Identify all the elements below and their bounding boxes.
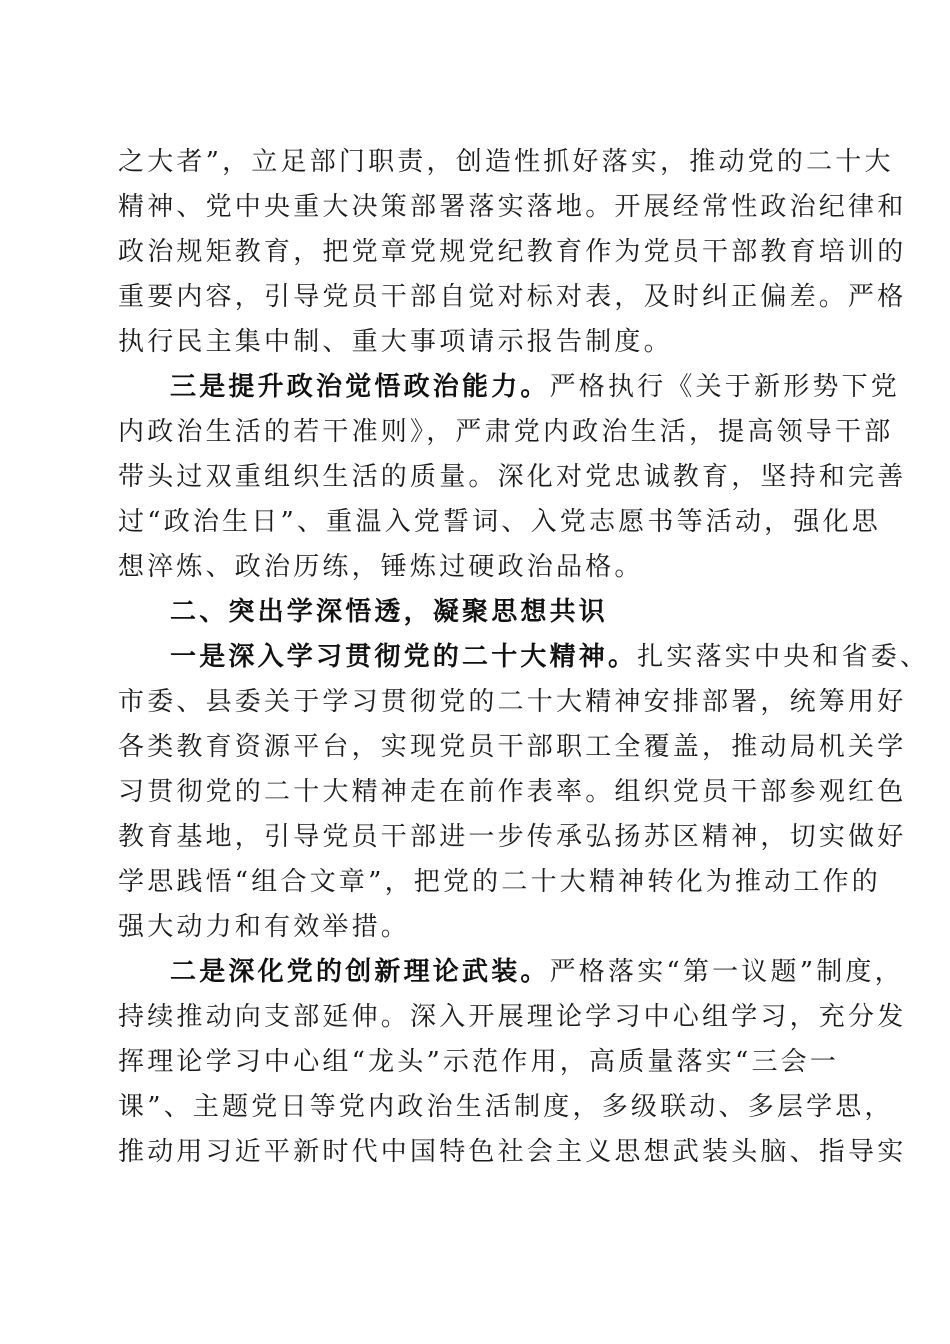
body-line: 各类教育资源平台，实现党员干部职工全覆盖，推动局机关学 xyxy=(118,732,907,762)
body-line: 精神、党中央重大决策部署落实落地。开展经常性政治纪律和 xyxy=(118,192,907,222)
paragraph-first-line xyxy=(170,950,904,994)
body-line: 内政治生活的若干准则》，严肃党内政治生活，提高领导干部 xyxy=(118,417,894,447)
body-line: 习贯彻党的二十大精神走在前作表率。组织党员干部参观红色 xyxy=(118,777,907,807)
body-line: 带头过双重组织生活的质量。深化对党忠诚教育，坚持和完善 xyxy=(118,462,907,492)
body-line: 重要内容，引导党员干部自觉对标对表，及时纠正偏差。严格 xyxy=(118,282,907,312)
paragraph-text: 严格执行《关于新形势下党 xyxy=(549,372,901,402)
paragraph-lead: 一是深入学习贯彻党的二十大精神。 xyxy=(170,642,638,672)
body-line: 政治规矩教育，把党章党规党纪教育作为党员干部教育培训的 xyxy=(118,237,907,267)
paragraph-text: 严格落实“第一议题”制度， xyxy=(549,957,904,987)
body-line: 挥理论学习中心组“龙头”示范作用，高质量落实“三会一 xyxy=(118,1047,840,1077)
body-line: 持续推动向支部延伸。深入开展理论学习中心组学习，充分发 xyxy=(118,1002,907,1032)
body-line: 课”、主题党日等党内政治生活制度，多级联动、多层学思， xyxy=(118,1092,894,1122)
paragraph-first-line xyxy=(170,365,901,409)
paragraph-text: 扎实落实中央和省委、 xyxy=(637,642,930,672)
body-line: 强大动力和有效举措。 xyxy=(118,912,411,942)
body-line: 之大者”，立足部门职责，创造性抓好落实，推动党的二十大 xyxy=(118,147,894,177)
body-line: 执行民主集中制、重大事项请示报告制度。 xyxy=(118,327,673,357)
paragraph-first-line xyxy=(170,635,930,679)
body-line: 过“政治生日”、重温入党誓词、入党志愿书等活动，强化思 xyxy=(118,507,881,537)
paragraph-lead: 二是深化党的创新理论武装。 xyxy=(170,957,550,987)
body-line: 推动用习近平新时代中国特色社会主义思想武装头脑、指导实 xyxy=(118,1137,907,1167)
body-line: 学思践悟“组合文章”，把党的二十大精神转化为推动工作的 xyxy=(118,867,881,897)
body-line: 教育基地，引导党员干部进一步传承弘扬苏区精神，切实做好 xyxy=(118,822,907,852)
section-heading: 二、突出学深悟透，凝聚思想共识 xyxy=(170,597,609,627)
paragraph-lead: 三是提升政治觉悟政治能力。 xyxy=(170,372,550,402)
body-line: 想淬炼、政治历练，锤炼过硬政治品格。 xyxy=(118,552,644,582)
body-line: 市委、县委关于学习贯彻党的二十大精神安排部署，统筹用好 xyxy=(118,687,907,717)
